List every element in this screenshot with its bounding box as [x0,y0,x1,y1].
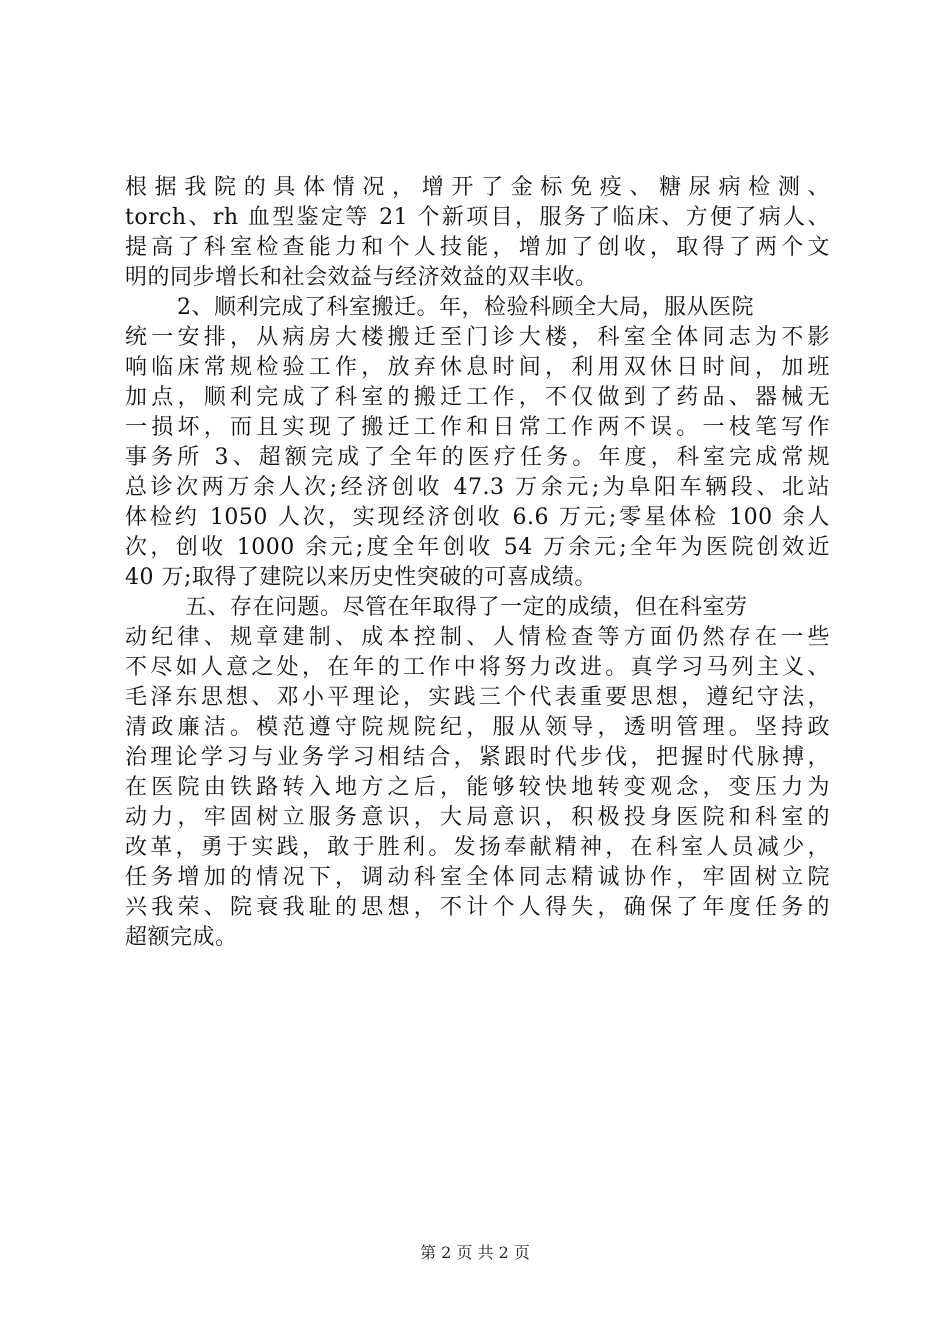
text-line: 提高了科室检查能力和个人技能，增加了创收，取得了两个文 [125,235,830,260]
text-line: 统一安排，从病房大楼搬迁至门诊大楼，科室全体同志为不影 [125,325,830,350]
text-line: 总诊次两万余人次;经济创收 47.3 万余元;为阜阳车辆段、北站 [125,475,830,500]
text-line: 清政廉洁。模范遵守院规院纪，服从领导，透明管理。坚持政 [125,715,830,740]
paragraph-start-line: 五、存在问题。尽管在年取得了一定的成绩，但在科室劳 [185,595,748,620]
text-line: 事务所 3、超额完成了全年的医疗任务。年度，科室完成常规 [125,445,830,470]
text-line: 明的同步增长和社会效益与经济效益的双丰收。 [125,265,598,290]
text-line: 毛泽东思想、邓小平理论，实践三个代表重要思想，遵纪守法， [125,685,830,710]
text-line: 一损坏，而且实现了搬迁工作和日常工作两不误。一枝笔写作 [125,415,830,440]
text-line: 不尽如人意之处，在年的工作中将努力改进。真学习马列主义、 [125,655,830,680]
text-line: 兴我荣、院衰我耻的思想，不计个人得失，确保了年度任务的 [125,895,830,920]
text-line: 体检约 1050 人次，实现经济创收 6.6 万元;零星体检 100 余人 [125,505,830,530]
text-line: 任务增加的情况下，调动科室全体同志精诚协作，牢固树立院 [125,865,830,890]
page-number-footer: 第 2 页 共 2 页 [420,1243,530,1262]
body-text [125,173,830,953]
text-line: 治理论学习与业务学习相结合，紧跟时代步伐，把握时代脉搏， [125,745,830,770]
text-line: 在医院由铁路转入地方之后，能够较快地转变观念，变压力为 [125,775,830,800]
text-line: 响临床常规检验工作，放弃休息时间，利用双休日时间，加班 [125,355,830,380]
text-line: 动纪律、规章建制、成本控制、人情检查等方面仍然存在一些 [125,625,830,650]
text-line: 超额完成。 [125,925,238,950]
text-line: 次，创收 1000 余元;度全年创收 54 万余元;全年为医院创效近 [125,535,830,560]
text-line: torch、rh 血型鉴定等 21 个新项目，服务了临床、方便了病人、 [125,205,830,230]
text-line: 根据我院的具体情况，增开了金标免疫、糖尿病检测、 [125,175,830,200]
text-line: 加点，顺利完成了科室的搬迁工作，不仅做到了药品、器械无 [125,385,830,410]
text-line: 动力，牢固树立服务意识，大局意识，积极投身医院和科室的 [125,805,830,830]
text-line: 改革，勇于实践，敢于胜利。发扬奉献精神，在科室人员减少， [125,835,830,860]
paragraph-start-line: 2、顺利完成了科室搬迁。年，检验科顾全大局，服从医院 [177,295,754,320]
text-line: 40 万;取得了建院以来历史性突破的可喜成绩。 [125,565,597,590]
